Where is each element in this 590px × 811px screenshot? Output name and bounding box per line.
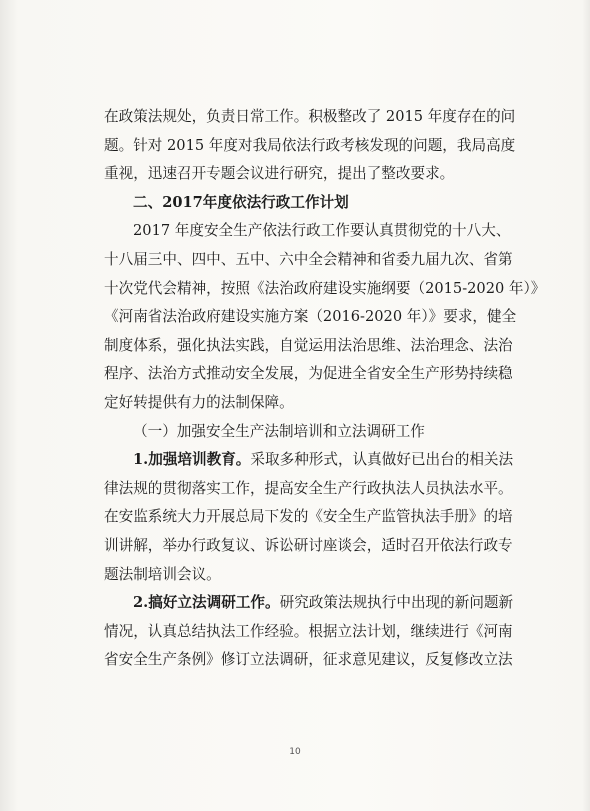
item-title: 2.搞好立法调研工作。 [133, 594, 280, 612]
paragraph-line: 重视，迅速召开专题会议进行研究，提出了整改要求。 [104, 165, 455, 183]
item-text: 研究政策法规执行中出现的新问题新 [279, 594, 514, 612]
paragraph-line: 制度体系，强化执法实践，自觉运用法治思维、法治理念、法治 [104, 336, 513, 354]
item-line [104, 589, 514, 618]
page-edge-shadow [582, 0, 590, 811]
paragraph-line: 情况，认真总结执法工作经验。根据立法计划，继续进行《河南 [104, 622, 513, 640]
subsection-heading: （一）加强安全生产法制培训和立法调研工作 [133, 422, 425, 440]
paragraph-line: 省安全生产条例》修订立法调研，征求意见建议，反复修改立法 [104, 651, 513, 669]
body-text [104, 103, 546, 675]
item-line [104, 446, 514, 475]
paragraph-line: 2017 年度安全生产依法行政工作要认真贯彻党的十八大、 [133, 222, 511, 240]
paragraph-line: 定好转提供有力的法制保障。 [104, 393, 294, 411]
paragraph-line: 在安监系统大力开展总局下发的《安全生产监管执法手册》的培 [104, 508, 513, 526]
paragraph-line: 题法制培训会议。 [104, 565, 221, 583]
paragraph-line: 程序、法治方式推动安全发展，为促进全省安全生产形势持续稳 [104, 365, 513, 383]
section-heading: 二、2017年度依法行政工作计划 [133, 193, 349, 211]
page-number: 10 [289, 747, 301, 757]
paragraph-line: 在政策法规处，负责日常工作。积极整改了 2015 年度存在的问 [104, 108, 516, 125]
paragraph-line: 训讲解，举办行政复议、诉讼研讨座谈会，适时召开依法行政专 [104, 536, 513, 554]
paragraph-line: 律法规的贯彻落实工作，提高安全生产行政执法人员执法水平。 [104, 479, 513, 497]
paragraph-line: 十八届三中、四中、五中、六中全会精神和省委九届九次、省第 [104, 250, 513, 268]
item-text: 采取多种形式，认真做好已出台的相关法 [250, 451, 514, 469]
paragraph-line: 题。针对 2015 年度对我局依法行政考核发现的问题，我局高度 [104, 136, 516, 154]
item-title: 1.加强培训教育。 [133, 451, 251, 469]
paragraph-line: 《河南省法治政府建设实施方案（2016-2020 年）》要求，健全 [104, 308, 517, 326]
paragraph-line: 十次党代会精神，按照《法治政府建设实施纲要（2015-2020 年）》 [104, 279, 546, 297]
